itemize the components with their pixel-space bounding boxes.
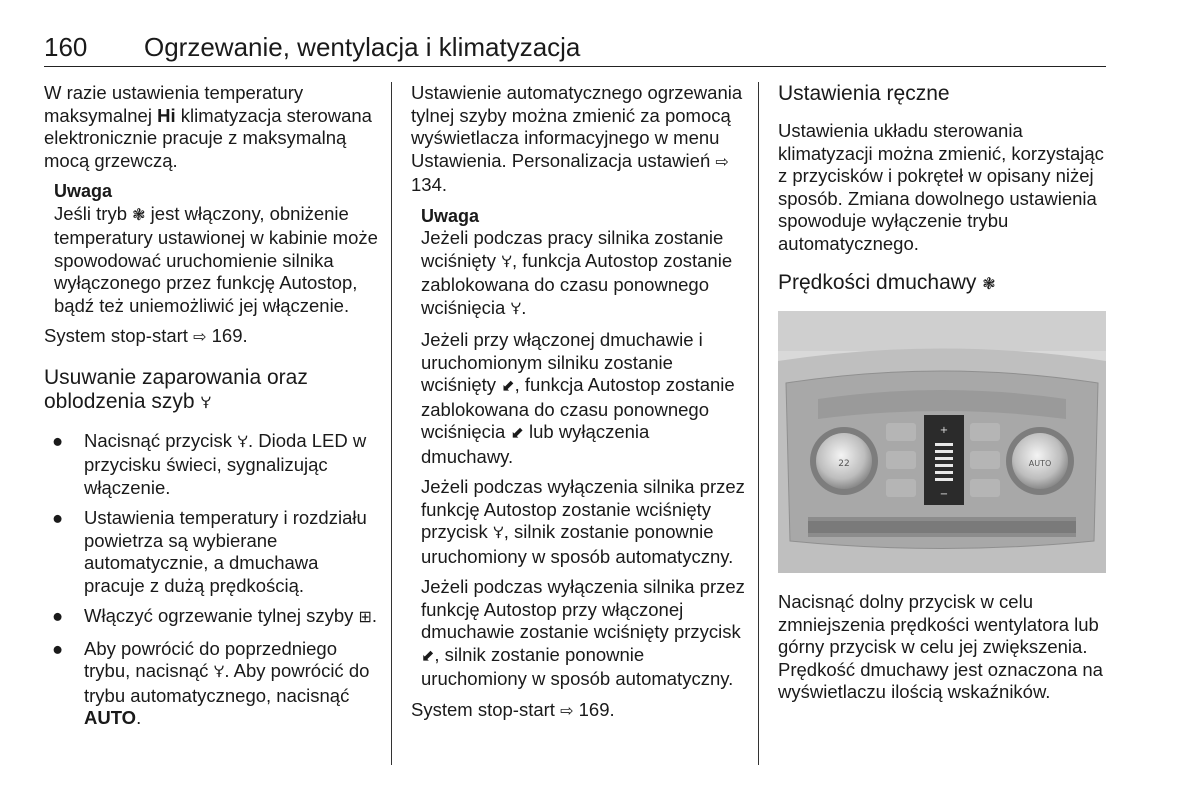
defrost-icon: 🝁 xyxy=(492,525,504,542)
list-item: ● Aby powrócić do poprzedniego trybu, nacisnąć 🝁. Aby powrócić do trybu automatycznego, nacisnąć AUTO. xyxy=(52,637,370,728)
bullet-list xyxy=(44,430,379,730)
defrost-icon: 🝁 xyxy=(200,394,212,412)
cross-reference: System stop-start ⇨ 169. xyxy=(411,699,746,724)
arrow-icon: ⇨ xyxy=(715,153,729,171)
page-header xyxy=(44,30,1106,67)
airflow-windscreen-icon: ⬋ xyxy=(501,378,515,395)
fan-icon: ❃ xyxy=(982,276,996,293)
knob-right-label: AUTO xyxy=(1028,459,1052,468)
airflow-windscreen-icon: ⬋ xyxy=(510,425,524,442)
note: Uwaga Jeśli tryb ❃ jest włączony, obniżenie temperatury ustawionej w kabinie może spowodować uruchomienie silnika wyłączonego przez funkcję Autostop, bądź też uniemożliwić jej włączenie. xyxy=(54,181,378,316)
column-divider xyxy=(391,82,392,765)
section-heading: Prędkości dmuchawy ❃ xyxy=(778,271,1108,297)
defrost-icon: 🝁 xyxy=(501,253,513,271)
paragraph: W razie ustawienia temperatury maksymalnej Hi klimatyzacja sterowana elektronicznie pracuje z maksymalną mocą grzewczą. xyxy=(44,82,372,171)
arrow-icon: ⇨ xyxy=(193,329,207,346)
note-title: Uwaga xyxy=(421,205,480,226)
svg-text:+: + xyxy=(939,425,949,436)
note-title: Uwaga xyxy=(54,181,113,201)
list-item: ● Ustawienia temperatury i rozdziału powietrza są wybierane automatycznie, a dmuchawa pracuje z dużą prędkością. xyxy=(52,507,367,596)
defrost-icon: 🝁 xyxy=(510,300,522,318)
page-title: Ogrzewanie, wentylacja i klimatyzacja xyxy=(144,32,581,62)
airflow-windscreen-icon: ⬋ xyxy=(421,647,435,665)
cross-reference: System stop-start ⇨ 169. xyxy=(44,325,379,350)
paragraph: Ustawienie automatycznego ogrzewania tylnej szyby można zmienić za pomocą wyświetlacza informacyjnego w menu Ustawienia. Personalizacja ustawień ⇨ 134. xyxy=(411,82,743,195)
fan-icon: ❃ xyxy=(132,206,146,224)
rear-window-icon: ⊞ xyxy=(358,609,372,626)
note: Uwaga Jeżeli podczas pracy silnika zostanie wciśnięty 🝁, funkcja Autostop zostanie zablokowana do czasu ponownego wciśnięcia 🝁. Jeżeli przy włączonej dmuchawie i uruchomionym silniku zostanie wciśnięty ⬋, funkcja Autostop zostanie zablokowana do czasu ponownego wciśnięcia ⬋ lub wyłączenia dmuchawy. Jeżeli podczas wyłączenia silnika przez funkcję Autostop zostanie wciśnięty przycisk 🝁, silnik zostanie ponownie uruchomiony w sposób automatyczny. Jeżeli podczas wyłączenia silnika przez funkcję Autostop przy włączonej dmuchawie zostanie wciśnięty przycisk ⬋, silnik zostanie ponownie uruchomiony w sposób automatyczny. xyxy=(421,205,745,689)
list-item: ● Włączyć ogrzewanie tylnej szyby ⊞. xyxy=(44,605,379,630)
climate-control-panel-photo xyxy=(778,311,1106,573)
column-1 xyxy=(44,82,379,738)
knob-left-label: 22 xyxy=(838,459,850,469)
column-divider xyxy=(758,82,759,765)
arrow-icon: ⇨ xyxy=(560,702,574,720)
defrost-icon: 🝁 xyxy=(213,664,225,681)
paragraph: Nacisnąć dolny przycisk w celu zmniejszenia prędkości wentylatora lub górny przycisk w celu jej zwiększenia. Prędkość dmuchawy jest oznaczona na wyświetlaczu ilością wskaźników. xyxy=(778,591,1103,702)
page-number: 160 xyxy=(44,32,88,62)
paragraph: Ustawienia układu sterowania klimatyzacji można zmienić, korzystając z przycisków i pokręteł w opisany niżej sposób. Zmiana dowolnego ustawienia spowoduje wyłączenie trybu automatycznego. xyxy=(778,120,1104,254)
column-3 xyxy=(778,82,1108,712)
defrost-icon: 🝁 xyxy=(237,433,249,451)
column-2 xyxy=(411,82,746,731)
section-heading: Usuwanie zaparowania oraz oblodzenia szyb 🝁 xyxy=(44,366,379,416)
svg-text:−: − xyxy=(939,489,949,500)
section-heading: Ustawienia ręczne xyxy=(778,82,950,105)
list-item: ● Nacisnąć przycisk 🝁. Dioda LED w przycisku świeci, sygnalizując włączenie. xyxy=(52,429,367,498)
